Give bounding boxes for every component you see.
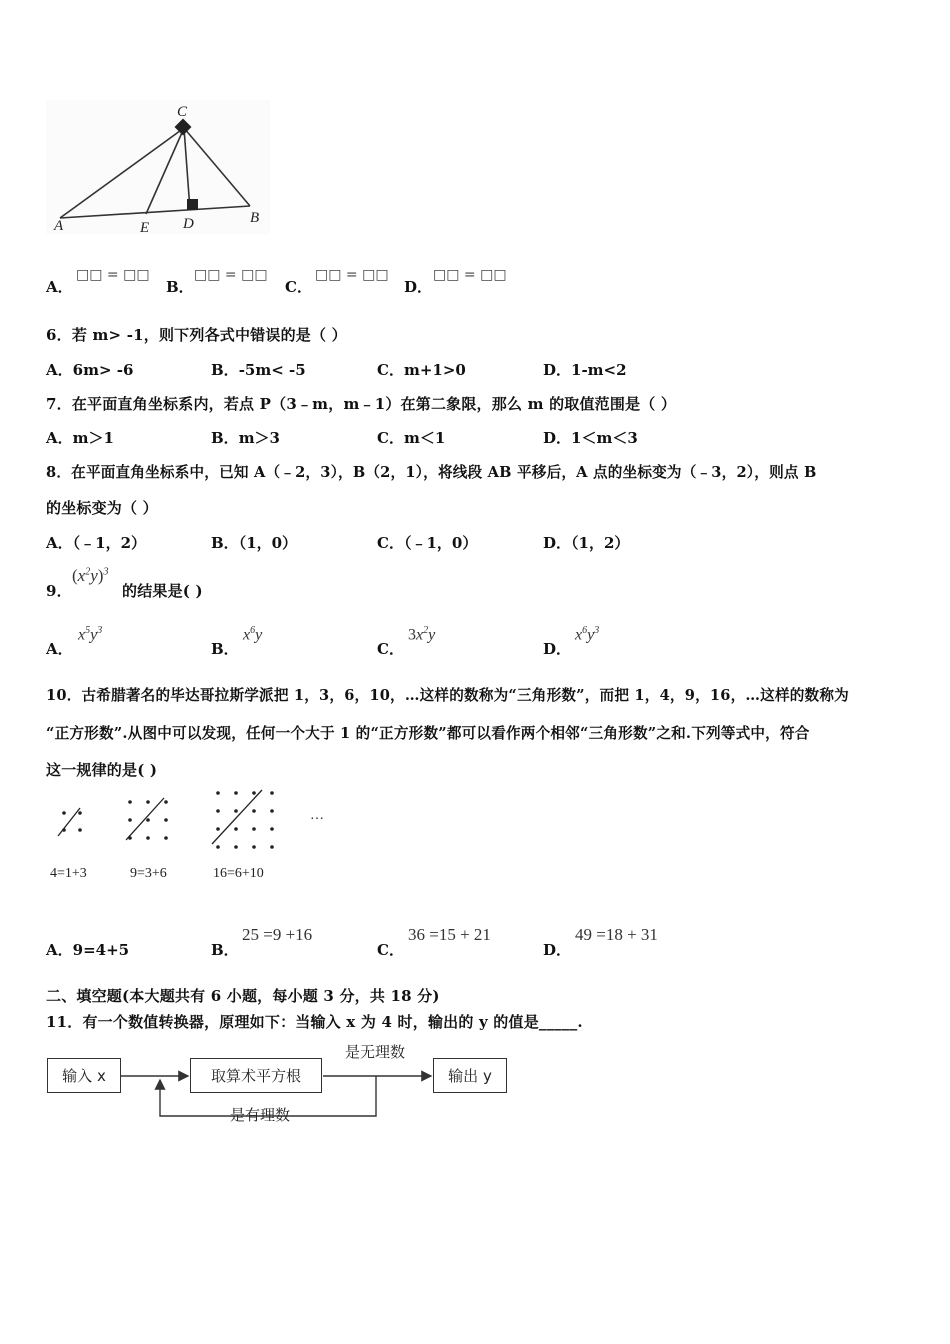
q8-stem-line1: 8．在平面直角坐标系中，已知 A（﹣2，3），B（2，1），将线段 AB 平移后，A 点的坐标变为（﹣3，2），则点 B	[46, 464, 817, 481]
q9-option-d-letter: D．	[543, 640, 572, 658]
label-a: A	[54, 218, 64, 234]
q10-option-d-expr: 49 =18 + 31	[575, 925, 658, 944]
q9-expression: $(x^2y)^3$	[72, 566, 109, 585]
dots-ellipsis: …	[310, 808, 324, 823]
q9-option-c-expr: $3x^2y$	[408, 625, 436, 644]
q6-option-c-text: m+1>0	[403, 361, 466, 379]
dots-figure-9	[126, 798, 168, 840]
q6-option-b-text: -5m< -5	[238, 361, 306, 379]
q8-option-d	[543, 532, 629, 553]
q6-option-d-letter: D．	[543, 361, 572, 379]
triangle-figure	[44, 98, 274, 238]
q6-option-a-letter: A．	[46, 361, 73, 379]
q7-option-d-letter: D．	[543, 429, 572, 447]
q9-option-c-letter: C．	[377, 640, 404, 658]
q6-option-c	[377, 359, 466, 380]
q6-option-a	[46, 359, 133, 380]
q9-option-a-letter: A．	[46, 640, 73, 658]
flow-label-irrational: 是无理数	[345, 1043, 406, 1061]
q9-option-a-expr: $x^5y^3$	[78, 625, 103, 644]
q5-option-b-expr: □□ = □□	[194, 267, 268, 283]
q5-option-a-expr: □□ = □□	[76, 267, 150, 283]
q8-option-c	[377, 532, 477, 553]
square-numbers-figure	[50, 784, 350, 854]
label-d: D	[183, 216, 194, 232]
q10-option-d-letter: D．	[543, 941, 572, 959]
q6-option-a-text: 6m> -6	[72, 361, 134, 379]
q7-option-a	[46, 427, 114, 448]
flow-output-box: 输出 y	[433, 1058, 507, 1093]
q10-option-a	[46, 939, 129, 960]
q8-option-a-letter: A．	[46, 534, 73, 552]
q7-option-d	[543, 427, 638, 448]
q8-option-b-text: （1，0）	[238, 534, 298, 552]
q7-option-b-text: m＞3	[238, 429, 280, 447]
q11-stem: 11．有一个数值转换器，原理如下：当输入 x 为 4 时，输出的 y 的值是_____.	[46, 1013, 583, 1031]
flow-label-rational: 是有理数	[230, 1106, 291, 1124]
q7-option-c-text: m＜1	[403, 429, 446, 447]
q8-option-d-letter: D．	[543, 534, 572, 552]
dots-figure-4	[58, 808, 82, 836]
q10-line1: 10．古希腊著名的毕达哥拉斯学派把 1，3，6，10，…这样的数称为“三角形数”，而把 1，4，9，16，…这样的数称为	[46, 687, 849, 704]
q6-stem: 6．若 m> -1，则下列各式中错误的是（ ）	[46, 326, 347, 344]
section2-heading: 二、填空题(本大题共有 6 小题，每小题 3 分，共 18 分)	[46, 987, 440, 1005]
label-e: E	[140, 220, 150, 236]
q10-line2: “正方形数”.从图中可以发现，任何一个大于 1 的“正方形数”都可以看作两个相邻“三角形数”之和.下列等式中，符合	[46, 725, 810, 742]
q10-option-b-expr: 25 =9 +16	[242, 925, 313, 944]
q8-option-a	[46, 532, 146, 553]
q9-option-b-letter: B．	[211, 640, 239, 658]
q7-option-d-text: 1＜m＜3	[571, 429, 638, 447]
q8-option-b	[211, 532, 297, 553]
q10-option-a-text: 9=4+5	[72, 941, 130, 959]
q8-option-a-text: （﹣1，2）	[72, 534, 147, 552]
q6-option-d-text: 1-m<2	[571, 361, 627, 379]
dots-caption-1: 4=1+3	[50, 866, 87, 881]
flow-process-box: 取算术平方根	[190, 1058, 322, 1093]
q7-option-b-letter: B．	[211, 429, 239, 447]
q5-option-a-letter: A．	[46, 278, 73, 296]
q10-line3: 这一规律的是( )	[46, 761, 158, 779]
q8-option-d-text: （1，2）	[571, 534, 630, 552]
q7-option-a-text: m＞1	[72, 429, 114, 447]
q9-number: 9．	[46, 582, 72, 600]
q9-option-d-expr: $x^6y^3$	[575, 625, 600, 644]
q7-option-c-letter: C．	[377, 429, 404, 447]
q6-option-b	[211, 359, 306, 380]
q10-option-c-letter: C．	[377, 941, 404, 959]
label-b: B	[250, 210, 260, 226]
q7-option-a-letter: A．	[46, 429, 73, 447]
q6-option-d	[543, 359, 627, 380]
right-angle-mark-d	[187, 199, 198, 210]
label-c: C	[177, 104, 188, 120]
q8-option-c-text: （﹣1，0）	[403, 534, 478, 552]
q10-option-b-letter: B．	[211, 941, 239, 959]
flow-input-box: 输入 x	[47, 1058, 121, 1093]
q10-option-c-expr: 36 =15 + 21	[408, 925, 491, 944]
q9-option-b-expr: $x^6y$	[243, 625, 263, 644]
dots-caption-3: 16=6+10	[213, 866, 264, 881]
q10-option-a-letter: A．	[46, 941, 73, 959]
q7-stem: 7．在平面直角坐标系内，若点 P（3﹣m，m﹣1）在第二象限，那么 m 的取值范围是（ ）	[46, 395, 677, 413]
q9-stem-tail: 的结果是( )	[122, 582, 203, 600]
q7-option-c	[377, 427, 445, 448]
dots-caption-2: 9=3+6	[130, 866, 167, 881]
q8-option-b-letter: B．	[211, 534, 239, 552]
q5-option-c-expr: □□ = □□	[315, 267, 389, 283]
q5-option-c-letter: C．	[285, 278, 312, 296]
q7-option-b	[211, 427, 280, 448]
q8-stem-line2: 的坐标变为（ ）	[46, 499, 158, 517]
q5-option-b-letter: B．	[166, 278, 194, 296]
q6-option-b-letter: B．	[211, 361, 239, 379]
q5-option-d-expr: □□ = □□	[433, 267, 507, 283]
q8-option-c-letter: C．	[377, 534, 404, 552]
q5-option-d-letter: D．	[404, 278, 433, 296]
q6-option-c-letter: C．	[377, 361, 404, 379]
dots-figure-16	[212, 790, 274, 849]
